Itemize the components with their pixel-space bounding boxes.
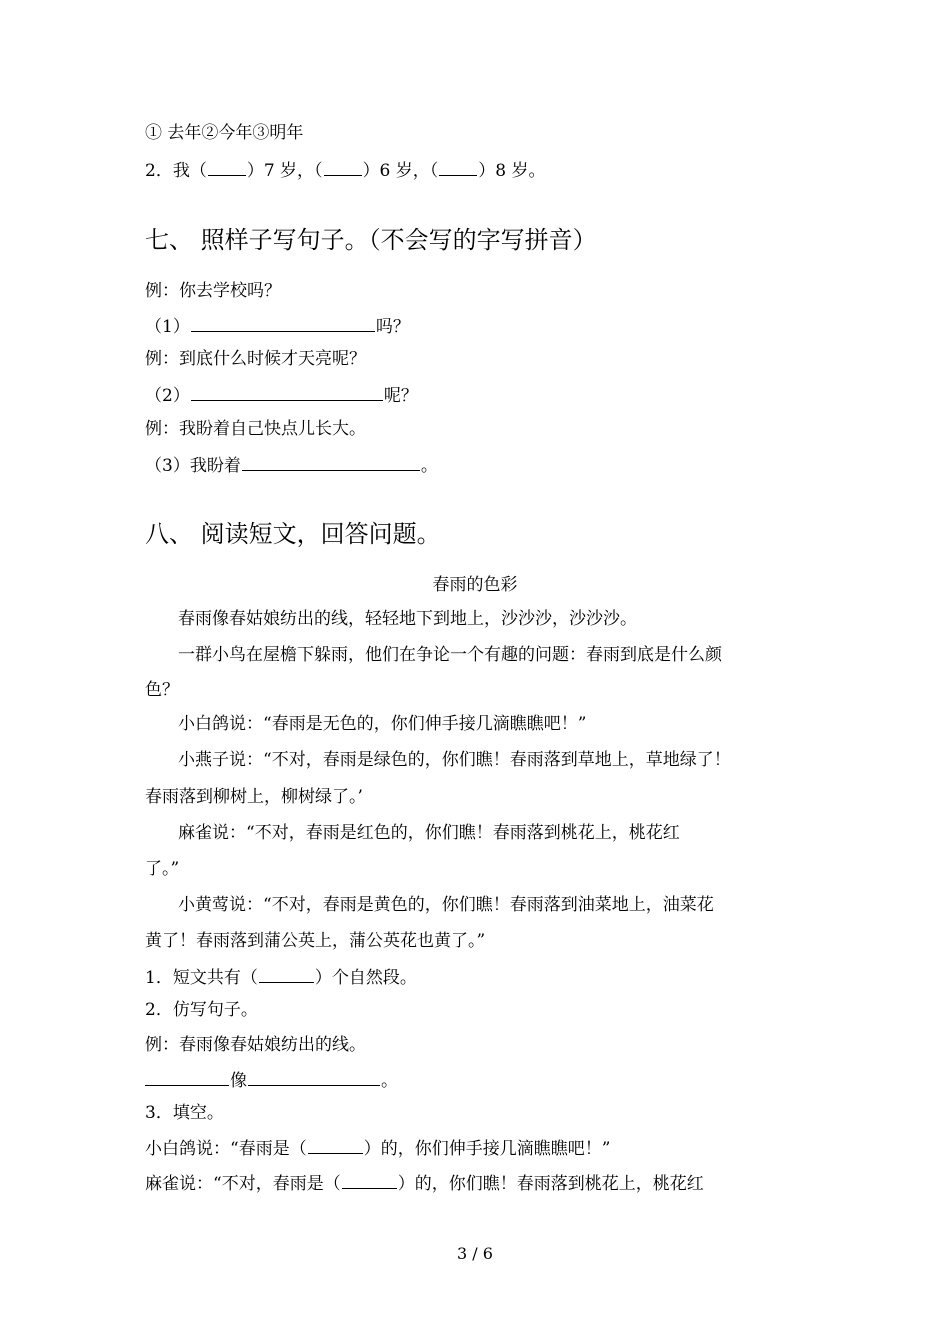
section7-example-2: 例：到底什么时候才天亮呢？ — [145, 349, 366, 369]
section8-question-2-example: 例：春雨像春姑娘纺出的线。 — [145, 1035, 366, 1055]
q6-item2-prefix: 2．我（ — [145, 161, 207, 181]
passage-line: 麻雀说：“不对，春雨是红色的，你们瞧！春雨落到桃花上，桃花红 — [178, 823, 680, 843]
answer-blank[interactable] — [145, 1067, 229, 1086]
answer-blank[interactable] — [248, 1067, 380, 1086]
section8-question-2: 2．仿写句子。 — [145, 1000, 258, 1020]
section7-heading: 七、 照样子写句子。（不会写的字写拼音） — [145, 226, 597, 254]
passage-line: 小白鸽说：“春雨是无色的，你们伸手接几滴瞧瞧吧！” — [178, 714, 587, 734]
section7-question-2 — [145, 382, 418, 408]
q1-suffix: 吗？ — [375, 317, 410, 337]
section7-question-1 — [145, 313, 410, 339]
q1-suffix: ）个自然段。 — [314, 968, 417, 988]
q3b-suffix: ）的，你们瞧！春雨落到桃花上，桃花红 — [397, 1174, 704, 1194]
answer-blank[interactable] — [242, 452, 420, 471]
q1-prefix: （1） — [145, 317, 190, 337]
passage-line: 小黄莺说：“不对，春雨是黄色的，你们瞧！春雨落到油菜地上，油菜花 — [178, 895, 714, 915]
q3b-prefix: 麻雀说：“不对，春雨是（ — [145, 1174, 341, 1194]
q3a-suffix: ）的，你们伸手接几滴瞧瞧吧！” — [363, 1139, 611, 1159]
q6-item2-a: ）7 岁，（ — [246, 161, 323, 181]
answer-blank[interactable] — [439, 157, 477, 176]
passage-line: 了。” — [145, 859, 180, 879]
q2-prefix: （2） — [145, 386, 190, 406]
section8-question-2-answer — [145, 1067, 398, 1093]
q1-prefix: 1．短文共有（ — [145, 968, 258, 988]
passage-line: 春雨落到柳树上，柳树绿了。’ — [145, 787, 363, 807]
q2-end: 。 — [381, 1071, 398, 1091]
passage-line: 黄了！春雨落到蒲公英上，蒲公英花也黄了。” — [145, 931, 486, 951]
answer-blank[interactable] — [342, 1170, 397, 1189]
q6-item2 — [145, 157, 546, 183]
section7-example-3: 例：我盼着自己快点儿长大。 — [145, 419, 366, 439]
passage-line: 色？ — [145, 680, 179, 700]
passage-line: 春雨像春姑娘纺出的线，轻轻地下到地上，沙沙沙，沙沙沙。 — [178, 609, 637, 629]
q3a-prefix: 小白鸽说：“春雨是（ — [145, 1139, 307, 1159]
section8-question-3: 3．填空。 — [145, 1103, 224, 1123]
section8-heading: 八、 阅读短文，回答问题。 — [145, 520, 441, 548]
q3-suffix: 。 — [420, 456, 438, 476]
q6-item2-c: ）8 岁。 — [478, 161, 546, 181]
answer-blank[interactable] — [191, 382, 383, 401]
answer-blank[interactable] — [259, 964, 314, 983]
passage-line: 小燕子说：“不对，春雨是绿色的，你们瞧！春雨落到草地上，草地绿了！ — [178, 750, 731, 770]
answer-blank[interactable] — [208, 157, 246, 176]
q3-prefix: （3）我盼着 — [145, 456, 241, 476]
section8-question-1 — [145, 964, 417, 990]
q6-options: ① 去年②今年③明年 — [145, 123, 304, 143]
q6-item2-b: ）6 岁，（ — [362, 161, 439, 181]
answer-blank[interactable] — [191, 313, 375, 332]
q2-mid: 像 — [230, 1071, 247, 1091]
answer-blank[interactable] — [308, 1135, 363, 1154]
section7-question-3 — [145, 452, 438, 478]
passage-line: 一群小鸟在屋檐下躲雨，他们在争论一个有趣的问题：春雨到底是什么颜 — [178, 645, 722, 665]
page-number: 3 / 6 — [457, 1244, 493, 1263]
answer-blank[interactable] — [324, 157, 362, 176]
section8-question-3-b — [145, 1170, 704, 1196]
section8-question-3-a — [145, 1135, 610, 1161]
section7-example-1: 例：你去学校吗？ — [145, 281, 281, 301]
q2-suffix: 呢？ — [383, 386, 418, 406]
passage-title: 春雨的色彩 — [432, 575, 518, 595]
